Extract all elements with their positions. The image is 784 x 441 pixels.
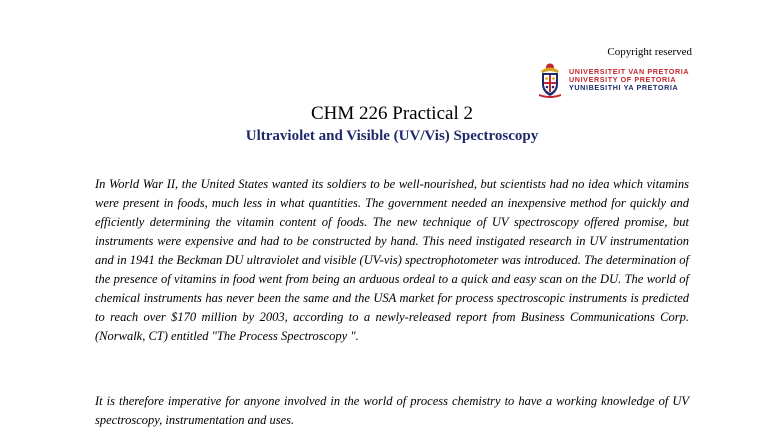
university-name-sepedi: YUNIBESITHI YA PRETORIA [569, 83, 679, 92]
university-name-english: UNIVERSITY OF PRETORIA [569, 75, 677, 84]
copyright-notice: Copyright reserved [607, 46, 692, 58]
intro-paragraph: In World War II, the United States wanted its soldiers to be well-nourished, but scientists had no idea which vitamins were present in foods, much less in what quantities. The government needed an inexpensive method for quickly and efficiently determining the vitamin content of foods. The new technique of UV spectroscopy offered promise, but instruments were expensive and had to be constructed by hand. This need instigated research in UV instrumentation and in 1941 the Beckman DU ultraviolet and visible (UV-vis) spectrophotometer was introduced. The determination of the presence of vitamins in food went from being an arduous ordeal to a quick and easy scan on the DU. The world of chemical instruments has never been the same and the USA market for process spectroscopic instruments is predicted to reach over $170 million by 2003, according to a newly-released report from Business Communications Corp. (Norwalk, CT) entitled "The Process Spectroscopy ". [95, 177, 689, 343]
document-title: CHM 226 Practical 2 [310, 103, 473, 124]
conclusion-paragraph: It is therefore imperative for anyone involved in the world of process chemistry to have a working knowledge of UV spectroscopy, instrumentation and uses. [95, 394, 689, 427]
university-crest-icon [537, 62, 563, 98]
document-subtitle: Ultraviolet and Visible (UV/Vis) Spectroscopy [245, 128, 539, 144]
university-name [569, 68, 689, 92]
university-name-afrikaans: UNIVERSITEIT VAN PRETORIA [569, 67, 690, 76]
university-logo [537, 62, 689, 98]
